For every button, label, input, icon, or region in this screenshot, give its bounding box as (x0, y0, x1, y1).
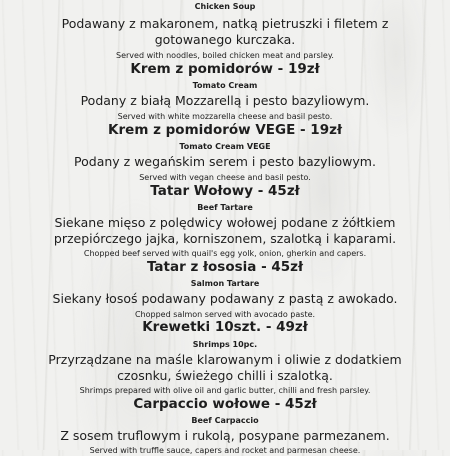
shrimps-en-desc: Shrimps prepared with olive oil and garlic butter, chilli and fresh parsley. (79, 386, 371, 395)
beef-tartare-pl-desc-line1: Siekane mięso z polędwicy wołowej podane z żółtkiem (54, 215, 396, 230)
salmon-tartare-en-desc: Chopped salmon served with avocado paste. (134, 310, 316, 319)
tomato-cream-en-title: Tomato Cream (192, 81, 258, 90)
beef-tartare-title: Tatar Wołowy - 45zł (150, 183, 300, 199)
salmon-tartare-en-title: Salmon Tartare (190, 279, 260, 288)
tomato-cream-vege-pl-desc: Podany z wegańskim serem i pesto bazyliowym. (74, 154, 376, 169)
salmon-tartare-pl-desc: Siekany łosoś podawany podawany z pastą z awokado. (52, 291, 398, 306)
tomato-cream-en-desc: Served with white mozzarella cheese and basil pesto. (117, 112, 333, 121)
tomato-cream-pl-desc: Podany z białą Mozzarellą i pesto bazyliowym. (80, 93, 370, 108)
beef-carpaccio-title: Carpaccio wołowe - 45zł (133, 396, 317, 412)
beef-tartare-pl-desc-line2: przepiórczego jajka, korniszonem, szalotką i kaparami. (53, 231, 397, 246)
shrimps-title: Krewetki 10szt. - 49zł (142, 319, 308, 335)
chicken-soup-en-title: Chicken Soup (194, 2, 256, 11)
beef-tartare-en-desc: Chopped beef served with quail's egg yolk, onion, gherkin and capers. (83, 249, 367, 258)
chicken-soup-pl-desc-line2: gotowanego kurczaka. (154, 32, 296, 47)
tomato-cream-title: Krem z pomidorów - 19zł (130, 61, 320, 77)
tomato-cream-vege-en-title: Tomato Cream VEGE (179, 142, 271, 151)
tomato-cream-vege-title: Krem z pomidorów VEGE - 19zł (108, 122, 342, 138)
beef-carpaccio-pl-desc: Z sosem truflowym i rukolą, posypane parmezanem. (60, 428, 390, 443)
shrimps-en-title: Shrimps 10pc. (192, 340, 258, 349)
chicken-soup-pl-desc-line1: Podawany z makaronem, natką pietruszki i filetem z (61, 16, 389, 31)
beef-tartare-en-title: Beef Tartare (197, 203, 253, 212)
salmon-tartare-title: Tatar z łososia - 45zł (146, 259, 304, 275)
shrimps-pl-desc-line2: czosnku, świeżego chilli i szalotką. (117, 368, 333, 383)
chicken-soup-en-desc: Served with noodles, boiled chicken meat and parsley. (116, 51, 334, 60)
shrimps-pl-desc-line1: Przyrządzane na maśle klarowanym i oliwie z dodatkiem (48, 352, 402, 367)
beef-carpaccio-en-title: Beef Carpaccio (191, 416, 259, 425)
tomato-cream-vege-en-desc: Served with vegan cheese and basil pesto. (139, 173, 311, 182)
beef-carpaccio-en-desc: Served with truffle sauce, capers and rocket and parmesan cheese. (89, 446, 361, 455)
